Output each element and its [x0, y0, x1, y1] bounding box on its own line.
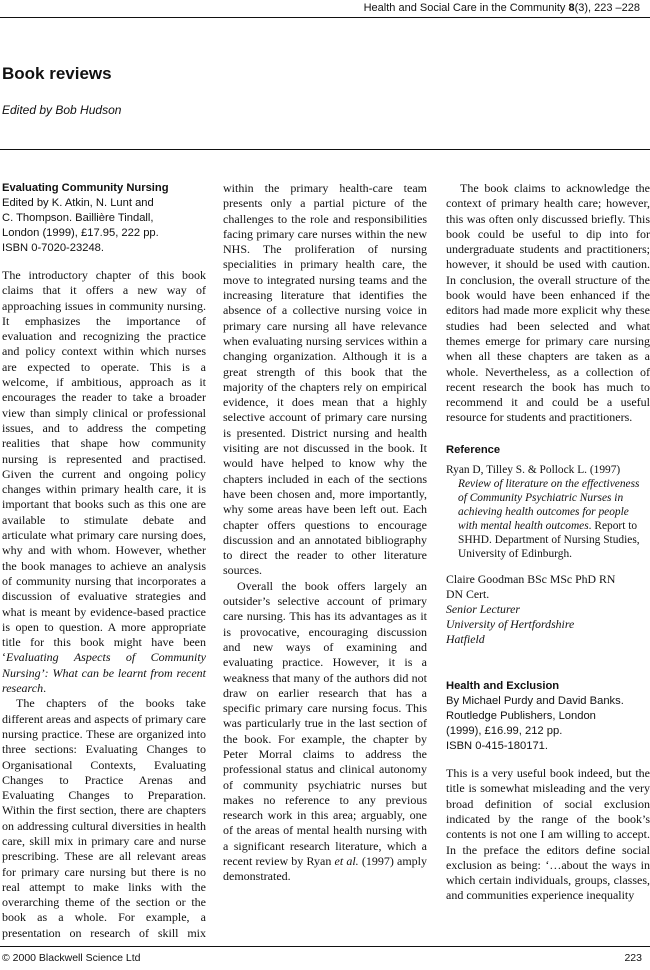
review-1-meta-line: Edited by K. Atkin, N. Lunt and — [2, 197, 154, 209]
review-2-meta-line: By Michael Purdy and David Banks. — [446, 695, 624, 708]
reviewer-institution: University of Hertfordshire — [446, 617, 575, 632]
citation-et-al: et al. — [334, 854, 359, 869]
copyright: © 2000 Blackwell Science Ltd — [2, 952, 141, 964]
paragraph-text: Overall the book offers largely an outsider’s selective account of primary care nursing. This has its advantages as it is provocative, encouraging discussion and new ways of examining and evaluating practice. However, it is a weakness that many of the authors did not draw on earlier research that has a specific primary care nursing focus. This was particularly true in the last section of the book. For example, the chapter by Peter Morral claims to address the professional status and clinical autonomy of community psychiatric nurses but makes no reference to any previous research work in this area; arguably, one of the areas of mental health nursing with a significant research literature, which a recent review by Ryan — [223, 578, 427, 869]
review-1-paragraph-3 — [223, 579, 427, 885]
reference-authors: Ryan D, Tilley S. & Pollock L. (1997) — [446, 464, 621, 477]
reference-title: Review of literature on the effectiveness of Community Psychiatric Nurses in achieving health outcomes for people with mental health outcomes — [458, 478, 640, 533]
column-3 — [446, 181, 650, 904]
review-2-title: Health and Exclusion — [446, 680, 560, 693]
paragraph-text: The introductory chapter of this book claims that it offers a new way of approaching issues in community nursing. It emphasizes the importance of evaluation and recognizing the practice and policy context within which nurses are expected to operate. This is a welcome, if ambitious, approach as it encourages the reader to take a broader view than simply clinical or professional issues, and to address the competing realities that shape how community nursing is represented and practised. Given the current and ongoing policy changes within primary health care, it is important that books such as this one are available to stimulate debate and articulate what primary care nursing does, why and with whom. However, whether the book manages to achieve an analysis of community nursing that incorporates a discussion of evaluative strategies and what is meant by evidence-based practice is open to question. A more appropriate title for this book might have been ‘ — [2, 268, 206, 665]
review-2-meta — [446, 694, 650, 754]
review-1-paragraph-1 — [2, 268, 206, 696]
journal-name: Health and Social Care in the Community — [363, 2, 566, 14]
reviewer-place: Hatfield — [446, 632, 485, 647]
section-title: Book reviews — [2, 64, 112, 83]
review-1-paragraph-2-continued: within the primary health-care team presents only a partial picture of the challenges to the role and responsibilities facing primary care nurses within the new NHS. The proliferation of nursing specialities in primary health care, the move to integrated nursing teams and the increasing literature that identifies the absence of a collective nursing voice in primary care nursing all have relevance when evaluating nursing services within a changing organization. Although it is a great strength of this book that the majority of the chapters rely on empirical evidence, it does mean that a highly selective account of primary care nursing is presented. District nursing and health visiting are not discussed in the book. It would have helped to know why the chapters included in each of the sections have been chosen and, more importantly, why some areas have been left out. Each chapter offers questions to encourage discussion and an annotated bibliography to direct the reader to other literature sources. — [223, 181, 427, 578]
column-1 — [2, 181, 206, 941]
reference-entry — [446, 463, 650, 561]
reviewer-cert: DN Cert. — [446, 587, 490, 602]
review-1-meta — [2, 196, 206, 256]
reference-details: . Report to SHHD. Department of Nursing Studies, University of Edinburgh. — [458, 520, 640, 561]
suggested-title: Evaluating Aspects of Community Nursing’: What can be learnt from recent research — [2, 650, 206, 696]
reviewer-role: Senior Lecturer — [446, 602, 520, 617]
header-rule — [0, 17, 650, 18]
review-2-meta-line: ISBN 0-415-180171. — [446, 740, 548, 753]
section-divider — [0, 149, 650, 150]
column-2 — [223, 181, 427, 885]
review-1-paragraph-4: The book claims to acknowledge the context of primary health care; however, this was often only discussed briefly. This book could be useful to dip into for undergraduate students and practitioners; however, it should be used with caution. In conclusion, the overall structure of the book would have been enhanced if the editors had made more explicit why these studies had been selected and what themes emerge for primary care nursing when all these chapters are taken as a whole. Nevertheless, as a collection of recent research the book has much to recommend it and could be a useful resource for students and practitioners. — [446, 181, 650, 425]
review-1-paragraph-2: The chapters of the books take different areas and aspects of primary care nursing practice. These are organized into three sections: Evaluating Changes to Organisational Contexts, Evaluating Changes to Practice Arenas and Evaluating Changes to Preparation. Within the first section, there are chapters on addressing cultural diversities in health care, skill mix in primary care and nurse prescribing. These are all relevant areas for primary care nursing but there is no real attempt to make links with the overarching theme of the section or the book as a whole. For example, a presentation on research of skill mix — [2, 696, 206, 940]
review-2-meta-line: (1999), £16.99, 212 pp. — [446, 725, 563, 738]
reviewer-signature — [446, 572, 650, 647]
page-number: 223 — [624, 952, 642, 964]
review-1-meta-line: ISBN 0-7020-23248. — [2, 242, 104, 254]
review-1-title: Evaluating Community Nursing — [2, 182, 169, 194]
section-editor: Edited by Bob Hudson — [2, 103, 122, 117]
journal-issue-pages: (3), 223 –228 — [574, 2, 640, 14]
paragraph-end: . — [43, 681, 47, 696]
review-2-paragraph-1: This is a very useful book indeed, but the title is somewhat misleading and the very broad definition of social exclusion indicated by the range of the book’s contents is not one I am willing to accept. In the preface the editors define social exclusion as being: ‘…about the ways in which certain individuals, groups, classes, and communities experience inequality — [446, 766, 650, 903]
journal-volume: 8 — [568, 2, 575, 14]
review-1-meta-line: London (1999), £17.95, 222 pp. — [2, 227, 159, 239]
reference-heading: Reference — [446, 443, 501, 456]
footer-rule — [0, 946, 650, 947]
reviewer-name: Claire Goodman BSc MSc PhD RN — [446, 572, 616, 587]
review-1-meta-line: C. Thompson. Baillière Tindall, — [2, 212, 154, 224]
running-header — [364, 2, 640, 14]
paragraph-end: (1997) amply demonstrated. — [223, 854, 427, 884]
review-2-meta-line: Routledge Publishers, London — [446, 710, 596, 723]
